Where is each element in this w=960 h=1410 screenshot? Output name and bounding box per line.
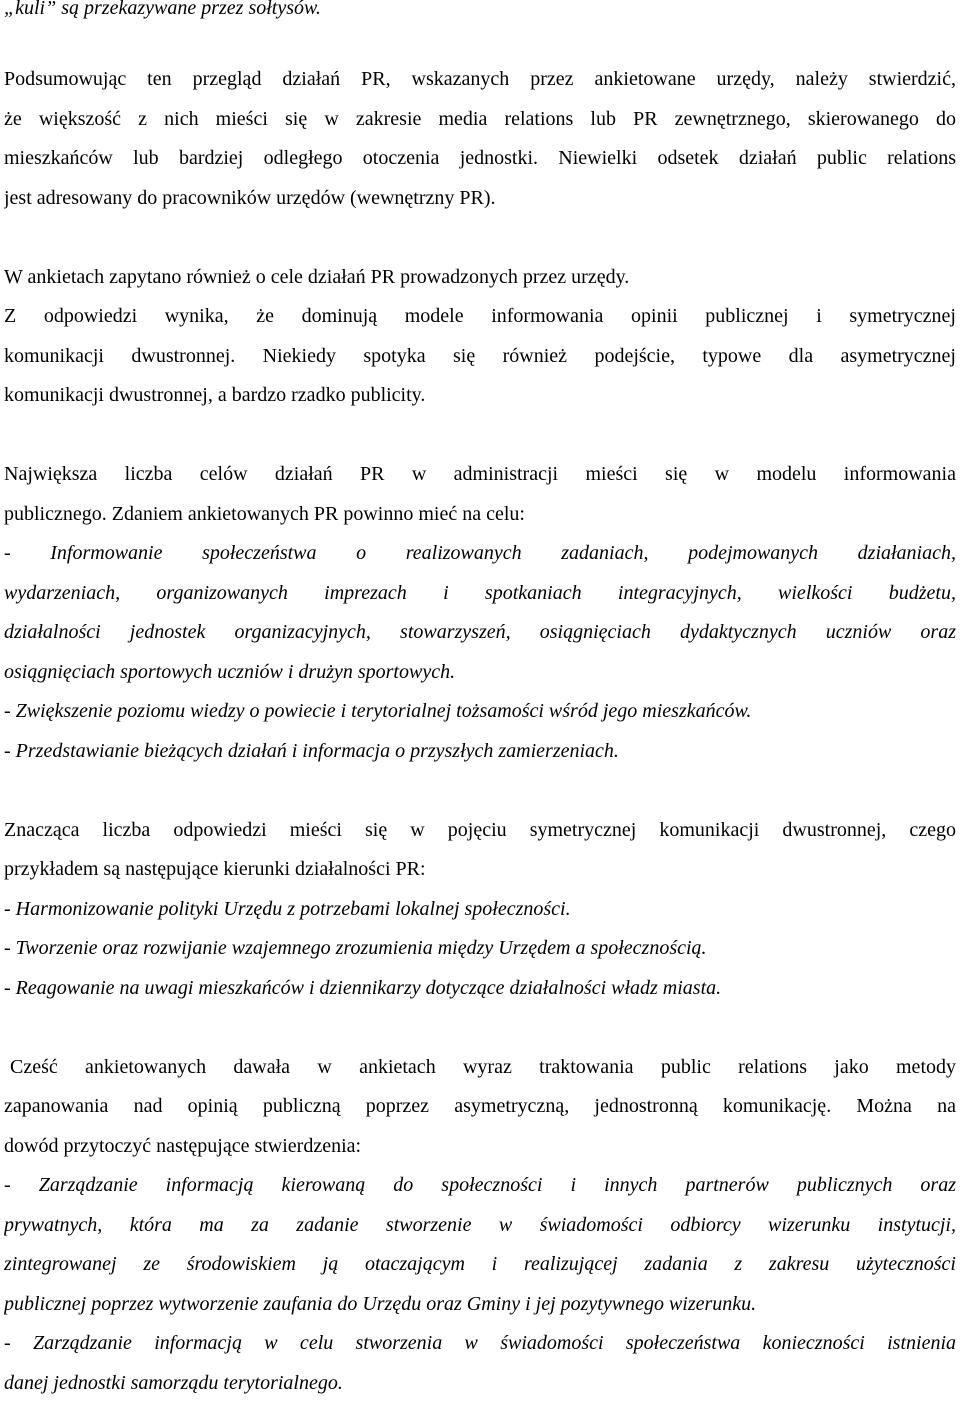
paragraph-goals: [4, 258, 956, 416]
text-line: zapanowania nad opinią publiczną poprzez asymetryczną, jednostronną komunikację. Można na: [4, 1095, 956, 1117]
paragraph-asymmetric: [4, 1048, 956, 1404]
text-line: Z odpowiedzi wynika, że dominują modele informowania opinii publicznej i symetrycznej: [4, 305, 956, 327]
list-item-line: - Informowanie społeczeństwa o realizowanych zadaniach, podejmowanych działaniach,: [4, 542, 956, 564]
list-item-line: - Zarządzanie informacją kierowaną do społeczności i innych partnerów publicznych oraz: [4, 1174, 956, 1196]
text-line: dowód przytoczyć następujące stwierdzenia:: [4, 1134, 362, 1157]
list-item-line: zintegrowanej ze środowiskiem ją otaczającym i realizującej zadania z zakresu użyteczności: [4, 1253, 956, 1275]
list-item-line: - Tworzenie oraz rozwijanie wzajemnego zrozumienia między Urzędem a społecznością.: [4, 937, 707, 959]
list-item-line: publicznej poprzez wytworzenie zaufania do Urzędu oraz Gminy i jej pozytywnego wizerunku.: [4, 1292, 757, 1315]
text-line: mieszkańców lub bardziej odległego otoczenia jednostki. Niewielki odsetek działań public relations: [4, 147, 956, 169]
paragraph-summary: [4, 60, 956, 218]
text-line: Znacząca liczba odpowiedzi mieści się w pojęciu symetrycznej komunikacji dwustronnej, czego: [4, 818, 956, 841]
list-item-line: - Reagowanie na uwagi mieszkańców i dziennikarzy dotyczące działalności władz miasta.: [4, 976, 722, 999]
list-item-line: osiągnięciach sportowych uczniów i drużyn sportowych.: [4, 660, 456, 683]
text-line: publicznego. Zdaniem ankietowanych PR powinno mieć na celu:: [4, 502, 525, 525]
text-line: Największa liczba celów działań PR w administracji mieści się w modelu informowania: [4, 463, 956, 485]
paragraph-gap: [4, 771, 956, 811]
list-item-line: danej jednostki samorządu terytorialnego.: [4, 1371, 343, 1394]
list-item-line: prywatnych, która ma za zadanie stworzenie w świadomości odbiorcy wizerunku instytucji,: [4, 1213, 956, 1236]
list-item-line: - Zwiększenie poziomu wiedzy o powiecie i terytorialnej tożsamości wśród jego mieszkańców.: [4, 700, 752, 722]
paragraph-informing: [4, 455, 956, 771]
text-line: Podsumowując ten przegląd działań PR, wskazanych przez ankietowane urzędy, należy stwierdzić,: [4, 68, 956, 90]
paragraph-gap: [4, 416, 956, 456]
list-item-line: - Przedstawianie bieżących działań i informacja o przyszłych zamierzeniach.: [4, 739, 619, 762]
list-item-line: - Harmonizowanie polityki Urzędu z potrzebami lokalnej społeczności.: [4, 897, 571, 920]
text-line: że większość z nich mieści się w zakresie media relations lub PR zewnętrznego, skierowanego do: [4, 107, 956, 130]
text-line: Cześć ankietowanych dawała w ankietach wyraz traktowania public relations jako metody: [10, 1055, 956, 1078]
document-page: [4, 0, 956, 1403]
text-line: komunikacji dwustronnej. Niekiedy spotyka się również podejście, typowe dla asymetrycznej: [4, 344, 956, 367]
paragraph-gap: [4, 1008, 956, 1048]
text-line: W ankietach zapytano również o cele działań PR prowadzonych przez urzędy.: [4, 265, 630, 288]
paragraph-symmetric: [4, 811, 956, 1009]
list-item-line: działalności jednostek organizacyjnych, stowarzyszeń, osiągnięciach dydaktycznych uczniów oraz: [4, 621, 956, 643]
paragraph-gap: [4, 218, 956, 258]
list-item-line: - Zarządzanie informacją w celu stworzenia w świadomości społeczeństwa konieczności istnienia: [4, 1332, 956, 1354]
text-line: przykładem są następujące kierunki działalności PR:: [4, 858, 426, 880]
paragraph-gap: [4, 28, 956, 60]
top-fragment: „kuli” są przekazywane przez sołtysów.: [4, 0, 321, 19]
list-item-line: wydarzeniach, organizowanych imprezach i spotkaniach integracyjnych, wielkości budżetu,: [4, 581, 956, 604]
text-line: komunikacji dwustronnej, a bardzo rzadko publicity.: [4, 384, 426, 406]
text-line: jest adresowany do pracowników urzędów (wewnętrzny PR).: [4, 186, 496, 209]
